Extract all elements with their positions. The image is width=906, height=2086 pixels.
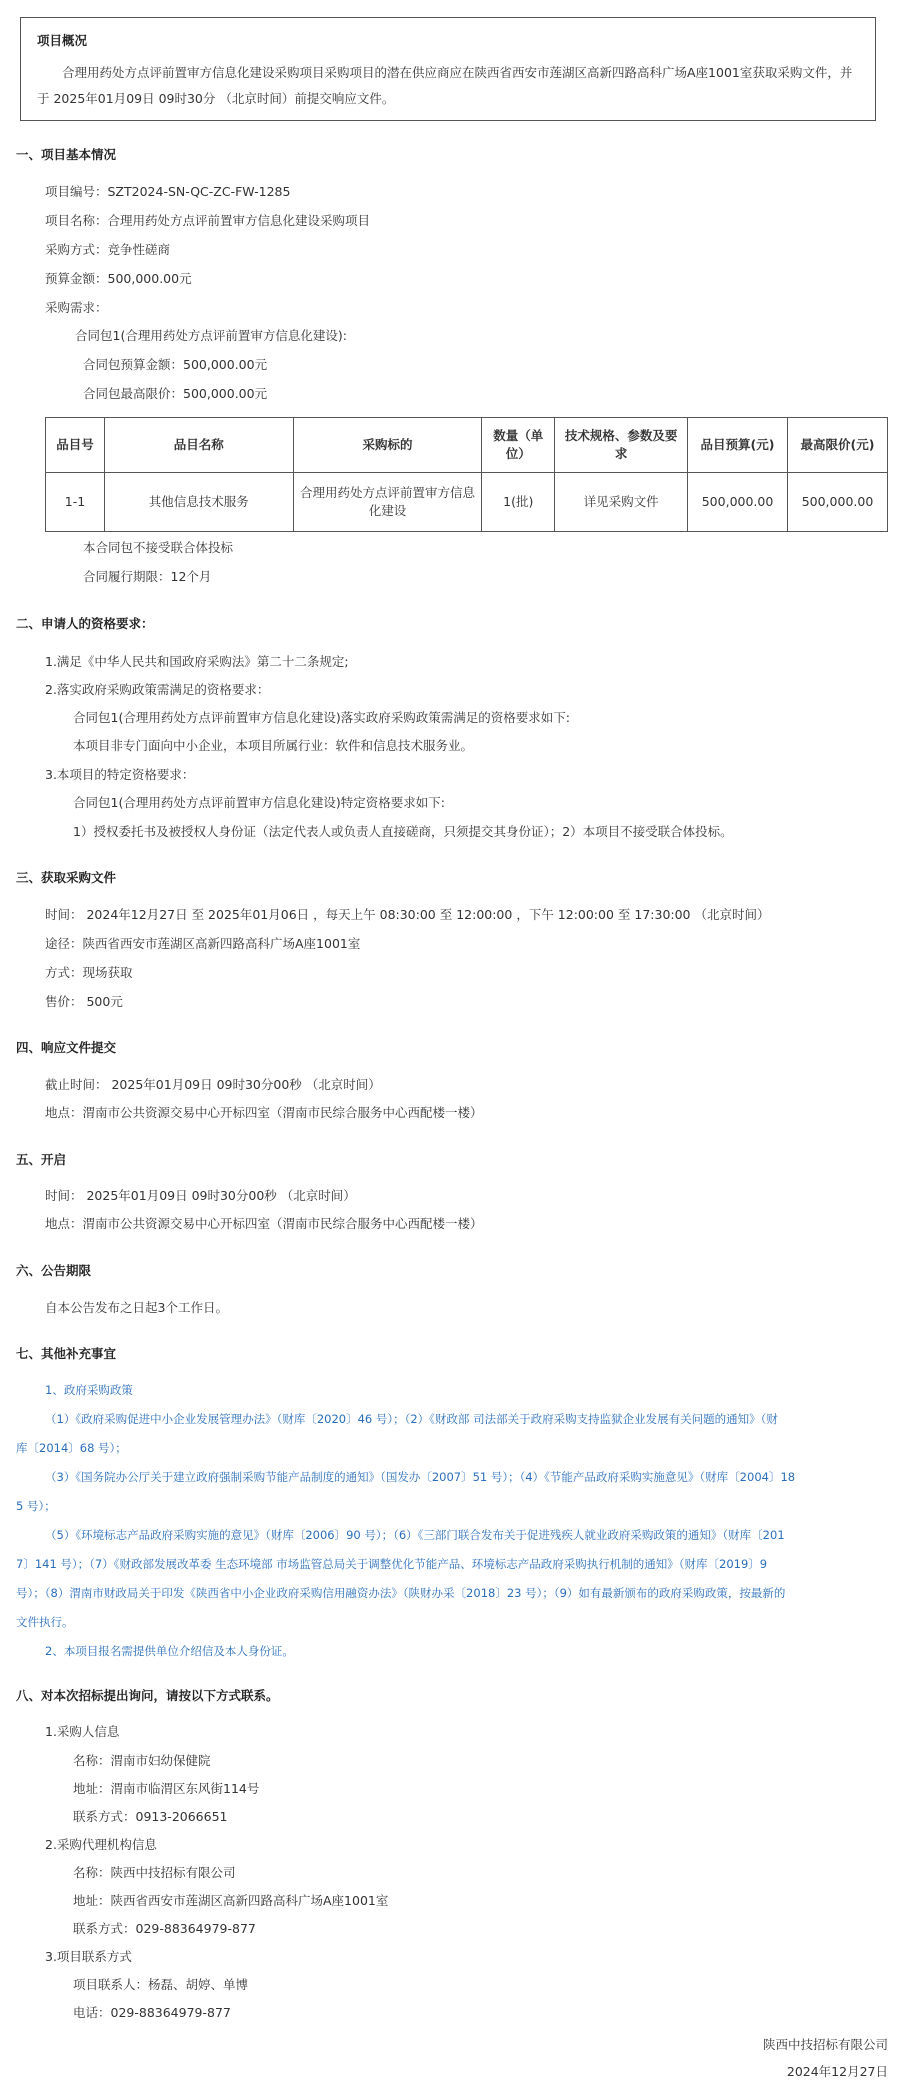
table-cell: 其他信息技术服务 [104, 473, 293, 532]
policy-line: 7〕141 号）；（7）《财政部发展改革委 生态环境部 市场监管总局关于调整优化节能产品、环境标志产品政府采购执行机制的通知》（财库〔2019〕9 [16, 1557, 768, 1571]
contract-package: 合同包1(合理用药处方点评前置审方信息化建设): [75, 328, 347, 343]
submit-place: 地点：渭南市公共资源交易中心开标四室（渭南市民综合服务中心西配楼一楼） [45, 1105, 483, 1120]
section-1-heading: 一、项目基本情况 [16, 147, 117, 162]
qualification-2b: 本项目非专门面向中小企业，本项目所属行业：软件和信息技术服务业。 [73, 738, 474, 753]
agency-address: 地址：陕西省西安市莲湖区高新四路高科广场A座1001室 [73, 1893, 389, 1908]
project-name: 项目名称：合理用药处方点评前置审方信息化建设采购项目 [45, 213, 371, 228]
policy-line: 号）；（8）渭南市财政局关于印发《陕西省中小企业政府采购信用融资办法》（陕财办采〔2018〕23 号）；（9）如有最新颁布的政府采购政策，按最新的 [16, 1586, 786, 1600]
section-2-heading: 二、申请人的资格要求： [16, 616, 154, 631]
purchaser-phone: 联系方式：0913-2066651 [73, 1809, 228, 1824]
table-cell: 1(批) [482, 473, 555, 532]
qualification-2: 2.落实政府采购政策需满足的资格要求： [45, 682, 270, 697]
agency-phone: 联系方式：029-88364979-877 [73, 1921, 256, 1936]
table-header-row [46, 418, 888, 473]
budget-amount: 预算金额：500,000.00元 [45, 271, 192, 286]
table-cell: 500,000.00 [688, 473, 788, 532]
qualification-3b: 1）授权委托书及被授权人身份证（法定代表人或负责人直接磋商，只须提交其身份证）；2）本项目不接受联合体投标。 [73, 824, 733, 839]
table-cell: 500,000.00 [788, 473, 888, 532]
package-budget: 合同包预算金额：500,000.00元 [83, 357, 268, 372]
project-contact-info: 3.项目联系方式 [45, 1949, 132, 1964]
procurement-demand: 采购需求： [45, 300, 108, 315]
table-cell: 1-1 [46, 473, 105, 532]
purchaser-name: 名称：渭南市妇幼保健院 [73, 1753, 211, 1768]
section-8-heading: 八、对本次招标提出询问，请按以下方式联系。 [16, 1688, 279, 1703]
policy-line: 5 号）； [16, 1499, 56, 1513]
policy-line: 2、本项目报名需提供单位介绍信及本人身份证。 [45, 1644, 294, 1658]
policy-line: （3）《国务院办公厅关于建立政府强制采购节能产品制度的通知》（国发办〔2007〕51 号）；（4）《节能产品政府采购实施意见》（财库〔2004〕18 [45, 1470, 796, 1484]
footer-date: 2024年12月27日 [786, 2064, 888, 2079]
package-max-price: 合同包最高限价：500,000.00元 [83, 386, 268, 401]
table-cell: 详见采购文件 [555, 473, 688, 532]
project-code: 项目编号：SZT2024-SN-QC-ZC-FW-1285 [45, 184, 291, 199]
notice-period: 自本公告发布之日起3个工作日。 [45, 1300, 228, 1315]
section-4-heading: 四、响应文件提交 [16, 1040, 117, 1055]
project-contact-person: 项目联系人：杨磊、胡婷、单博 [73, 1977, 249, 1992]
section-3-heading: 三、获取采购文件 [16, 870, 117, 885]
package-table [45, 417, 888, 532]
section-5-heading: 五、开启 [16, 1152, 67, 1167]
opening-time: 时间： 2025年01月09日 09时30分00秒 （北京时间） [45, 1188, 356, 1203]
opening-place: 地点：渭南市公共资源交易中心开标四室（渭南市民综合服务中心西配楼一楼） [45, 1216, 483, 1231]
acquire-way: 方式：现场获取 [45, 965, 133, 980]
submit-deadline: 截止时间： 2025年01月09日 09时30分00秒 （北京时间） [45, 1077, 381, 1092]
overview-box [20, 17, 876, 121]
col-header: 技术规格、参数及要求 [555, 418, 688, 473]
qualification-3: 3.本项目的特定资格要求： [45, 767, 195, 782]
policy-line: 库〔2014〕68 号）； [16, 1441, 127, 1455]
qualification-3a: 合同包1(合理用药处方点评前置审方信息化建设)特定资格要求如下: [73, 795, 445, 810]
qualification-1: 1.满足《中华人民共和国政府采购法》第二十二条规定; [45, 654, 349, 669]
section-6-heading: 六、公告期限 [16, 1263, 92, 1278]
agency-name: 名称：陕西中技招标有限公司 [73, 1865, 236, 1880]
col-header: 品目名称 [104, 418, 293, 473]
col-header: 最高限价(元) [788, 418, 888, 473]
overview-title: 项目概况 [37, 33, 88, 48]
table-cell: 合理用药处方点评前置审方信息化建设 [293, 473, 482, 532]
purchaser-info: 1.采购人信息 [45, 1724, 120, 1739]
project-contact-phone: 电话：029-88364979-877 [73, 2005, 231, 2020]
col-header: 数量（单位） [482, 418, 555, 473]
table-row [46, 473, 888, 532]
footer-company: 陕西中技招标有限公司 [762, 2037, 888, 2052]
col-header: 采购标的 [293, 418, 482, 473]
acquire-price: 售价： 500元 [45, 994, 123, 1009]
col-header: 品目号 [46, 418, 105, 473]
overview-body: 合理用药处方点评前置审方信息化建设采购项目采购项目的潜在供应商应在陕西省西安市莲湖区高新四路高科广场A座1001室获取采购文件，并于 2025年01月09日 09时30分 （北京时间）前提交响应文件。 [37, 65, 853, 106]
acquire-route: 途径：陕西省西安市莲湖区高新四路高科广场A座1001室 [45, 936, 361, 951]
agency-info: 2.采购代理机构信息 [45, 1837, 157, 1852]
policy-line: 文件执行。 [16, 1615, 74, 1629]
purchaser-address: 地址：渭南市临渭区东风街114号 [73, 1781, 260, 1796]
policy-line: 1、政府采购政策 [45, 1383, 133, 1397]
no-joint-bid: 本合同包不接受联合体投标 [83, 540, 234, 555]
contract-period: 合同履行期限：12个月 [83, 569, 212, 584]
qualification-2a: 合同包1(合理用药处方点评前置审方信息化建设)落实政府采购政策需满足的资格要求如下: [73, 710, 570, 725]
policy-line: （5）《环境标志产品政府采购实施的意见》（财库〔2006〕90 号）；（6）《三部门联合发布关于促进残疾人就业政府采购政策的通知》（财库〔201 [45, 1528, 785, 1542]
section-7-heading: 七、其他补充事宜 [16, 1346, 117, 1361]
policy-line: （1）《政府采购促进中小企业发展管理办法》（财库〔2020〕46 号）；（2）《财政部 司法部关于政府采购支持监狱企业发展有关问题的通知》（财 [45, 1412, 778, 1426]
col-header: 品目预算(元) [688, 418, 788, 473]
acquire-time: 时间： 2024年12月27日 至 2025年01月06日 ，每天上午 08:30:00 至 12:00:00 ，下午 12:00:00 至 17:30:00 （北京时间） [45, 907, 770, 922]
procurement-method: 采购方式：竞争性磋商 [45, 242, 171, 257]
